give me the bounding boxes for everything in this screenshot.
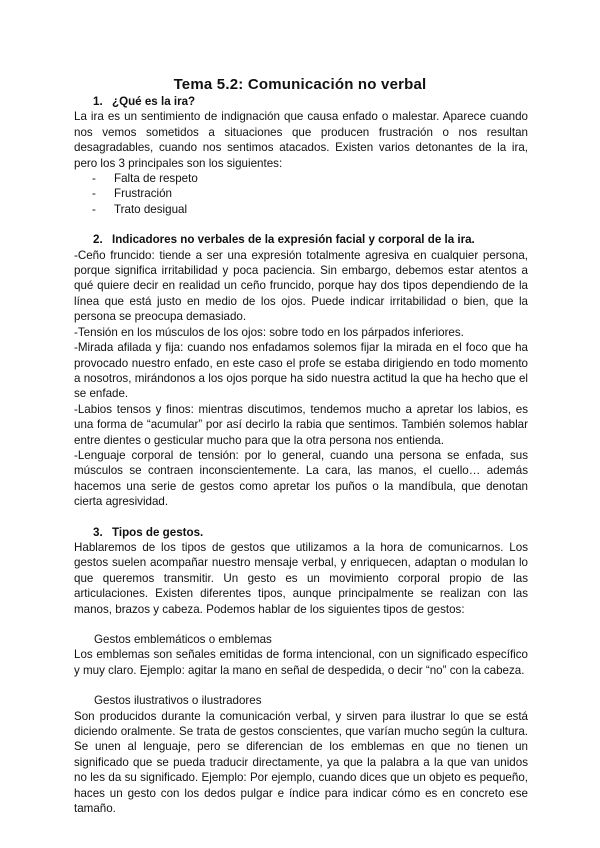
subsection-text: Son producidos durante la comunicación verbal, y sirven para ilustrar lo que se está diciendo oralmente. Se trata de gestos conscientes, que varían mucho según la cultura. Se unen al lenguaje, pero se diferencian de los emblemas en que no tienen un significado que se pueda traducir directamente, ya que la palabra a la que van unidos no les da su significado. Ejemplo: Por ejemplo, cuando dices que un objeto es pequeño, haces un gesto con los dedos pulgar e índice para indicar cómo es en concreto ese tamaño. (74, 709, 528, 816)
paragraph: -Mirada afilada y fija: cuando nos enfadamos solemos fijar la mirada en el foco que ha provocado nuestro enfado, en este caso el profe se estaba dirigiendo en todo momento a nosotros, mirándonos a los ojos porque ha sido nuestra actitud la que ha hecho que el se enfade. (74, 341, 528, 401)
paragraph: -Ceño fruncido: tiende a ser una expresión totalmente agresiva en cualquier persona, porque significa irritabilidad y poca paciencia. Sin embargo, debemos estar atentos a qué quiere decir en realidad un ceño fruncido, porque hay dos tipos dependiendo de la línea que está justo en medio de los ojos. Puede indicar irritabilidad o bien, que la persona se preocupa demasiado. (74, 248, 528, 324)
list-item: - Trato desigual (92, 202, 188, 216)
section-1-number: 1. (93, 95, 103, 108)
subsection-text: Los emblemas son señales emitidas de forma intencional, con un significado específico y muy claro. Ejemplo: agitar la mano en señal de despedida, o decir “no” con la cabeza. (74, 648, 528, 677)
document-body (74, 94, 528, 816)
list-item-text: Frustración (114, 187, 172, 201)
section-2-heading (74, 232, 528, 247)
page-title: Tema 5.2: Comunicación no verbal (173, 76, 427, 93)
list-item-text: Falta de respeto (114, 172, 198, 186)
section-2-number: 2. (93, 233, 103, 247)
section-3-heading (74, 525, 528, 540)
list-item: - Frustración (92, 187, 172, 201)
detonantes-list (74, 171, 528, 217)
paragraph: -Labios tensos y finos: mientras discutimos, tendemos mucho a apretar los labios, es una forma de “acumular” por así decirlo la rabia que sentimos. También solemos hablar entre dientes o gesticular mucho para que la otra persona nos entienda. (74, 402, 528, 447)
list-item-text: Trato desigual (114, 202, 188, 216)
section-1-heading (74, 94, 528, 109)
section-2-title: Indicadores no verbales de la expresión facial y corporal de la ira. (112, 233, 475, 247)
section-3-title: Tipos de gestos. (112, 525, 204, 539)
paragraph: -Tensión en los músculos de los ojos: sobre todo en los párpados inferiores. (74, 325, 464, 339)
subsection-heading: Gestos ilustrativos o ilustradores (94, 694, 262, 708)
section-3-intro: Hablaremos de los tipos de gestos que utilizamos a la hora de comunicarnos. Los gestos suelen acompañar nuestro mensaje verbal, y enriquecen, adaptan o modulan lo que queremos transmitir. Un gesto es un movimiento corporal propio de las articulaciones. Existen diferentes tipos, aunque principalmente se realizan con las manos, brazos y cabeza. Podemos hablar de los siguientes tipos de gestos: (74, 540, 528, 616)
section-1-title: ¿Qué es la ira? (112, 95, 196, 108)
section-1-intro: La ira es un sentimiento de indignación que causa enfado o malestar. Aparece cuando nos vemos sometidos a situaciones que producen frustración o nos resultan desagradables, cuando nos sentimos atacados. Existen varios detonantes de la ira, pero los 3 principales son los siguientes: (74, 110, 528, 170)
paragraph: -Lenguaje corporal de tensión: por lo general, cuando una persona se enfada, sus músculos se contraen inconscientemente. La cara, las manos, el cuello… además hacemos una serie de gestos como apretar los puños o la mandíbula, que denotan cierta agresividad. (74, 448, 528, 509)
list-item: - Falta de respeto (92, 172, 198, 186)
section-3-number: 3. (93, 525, 103, 539)
subsection-heading: Gestos emblemáticos o emblemas (94, 633, 272, 646)
